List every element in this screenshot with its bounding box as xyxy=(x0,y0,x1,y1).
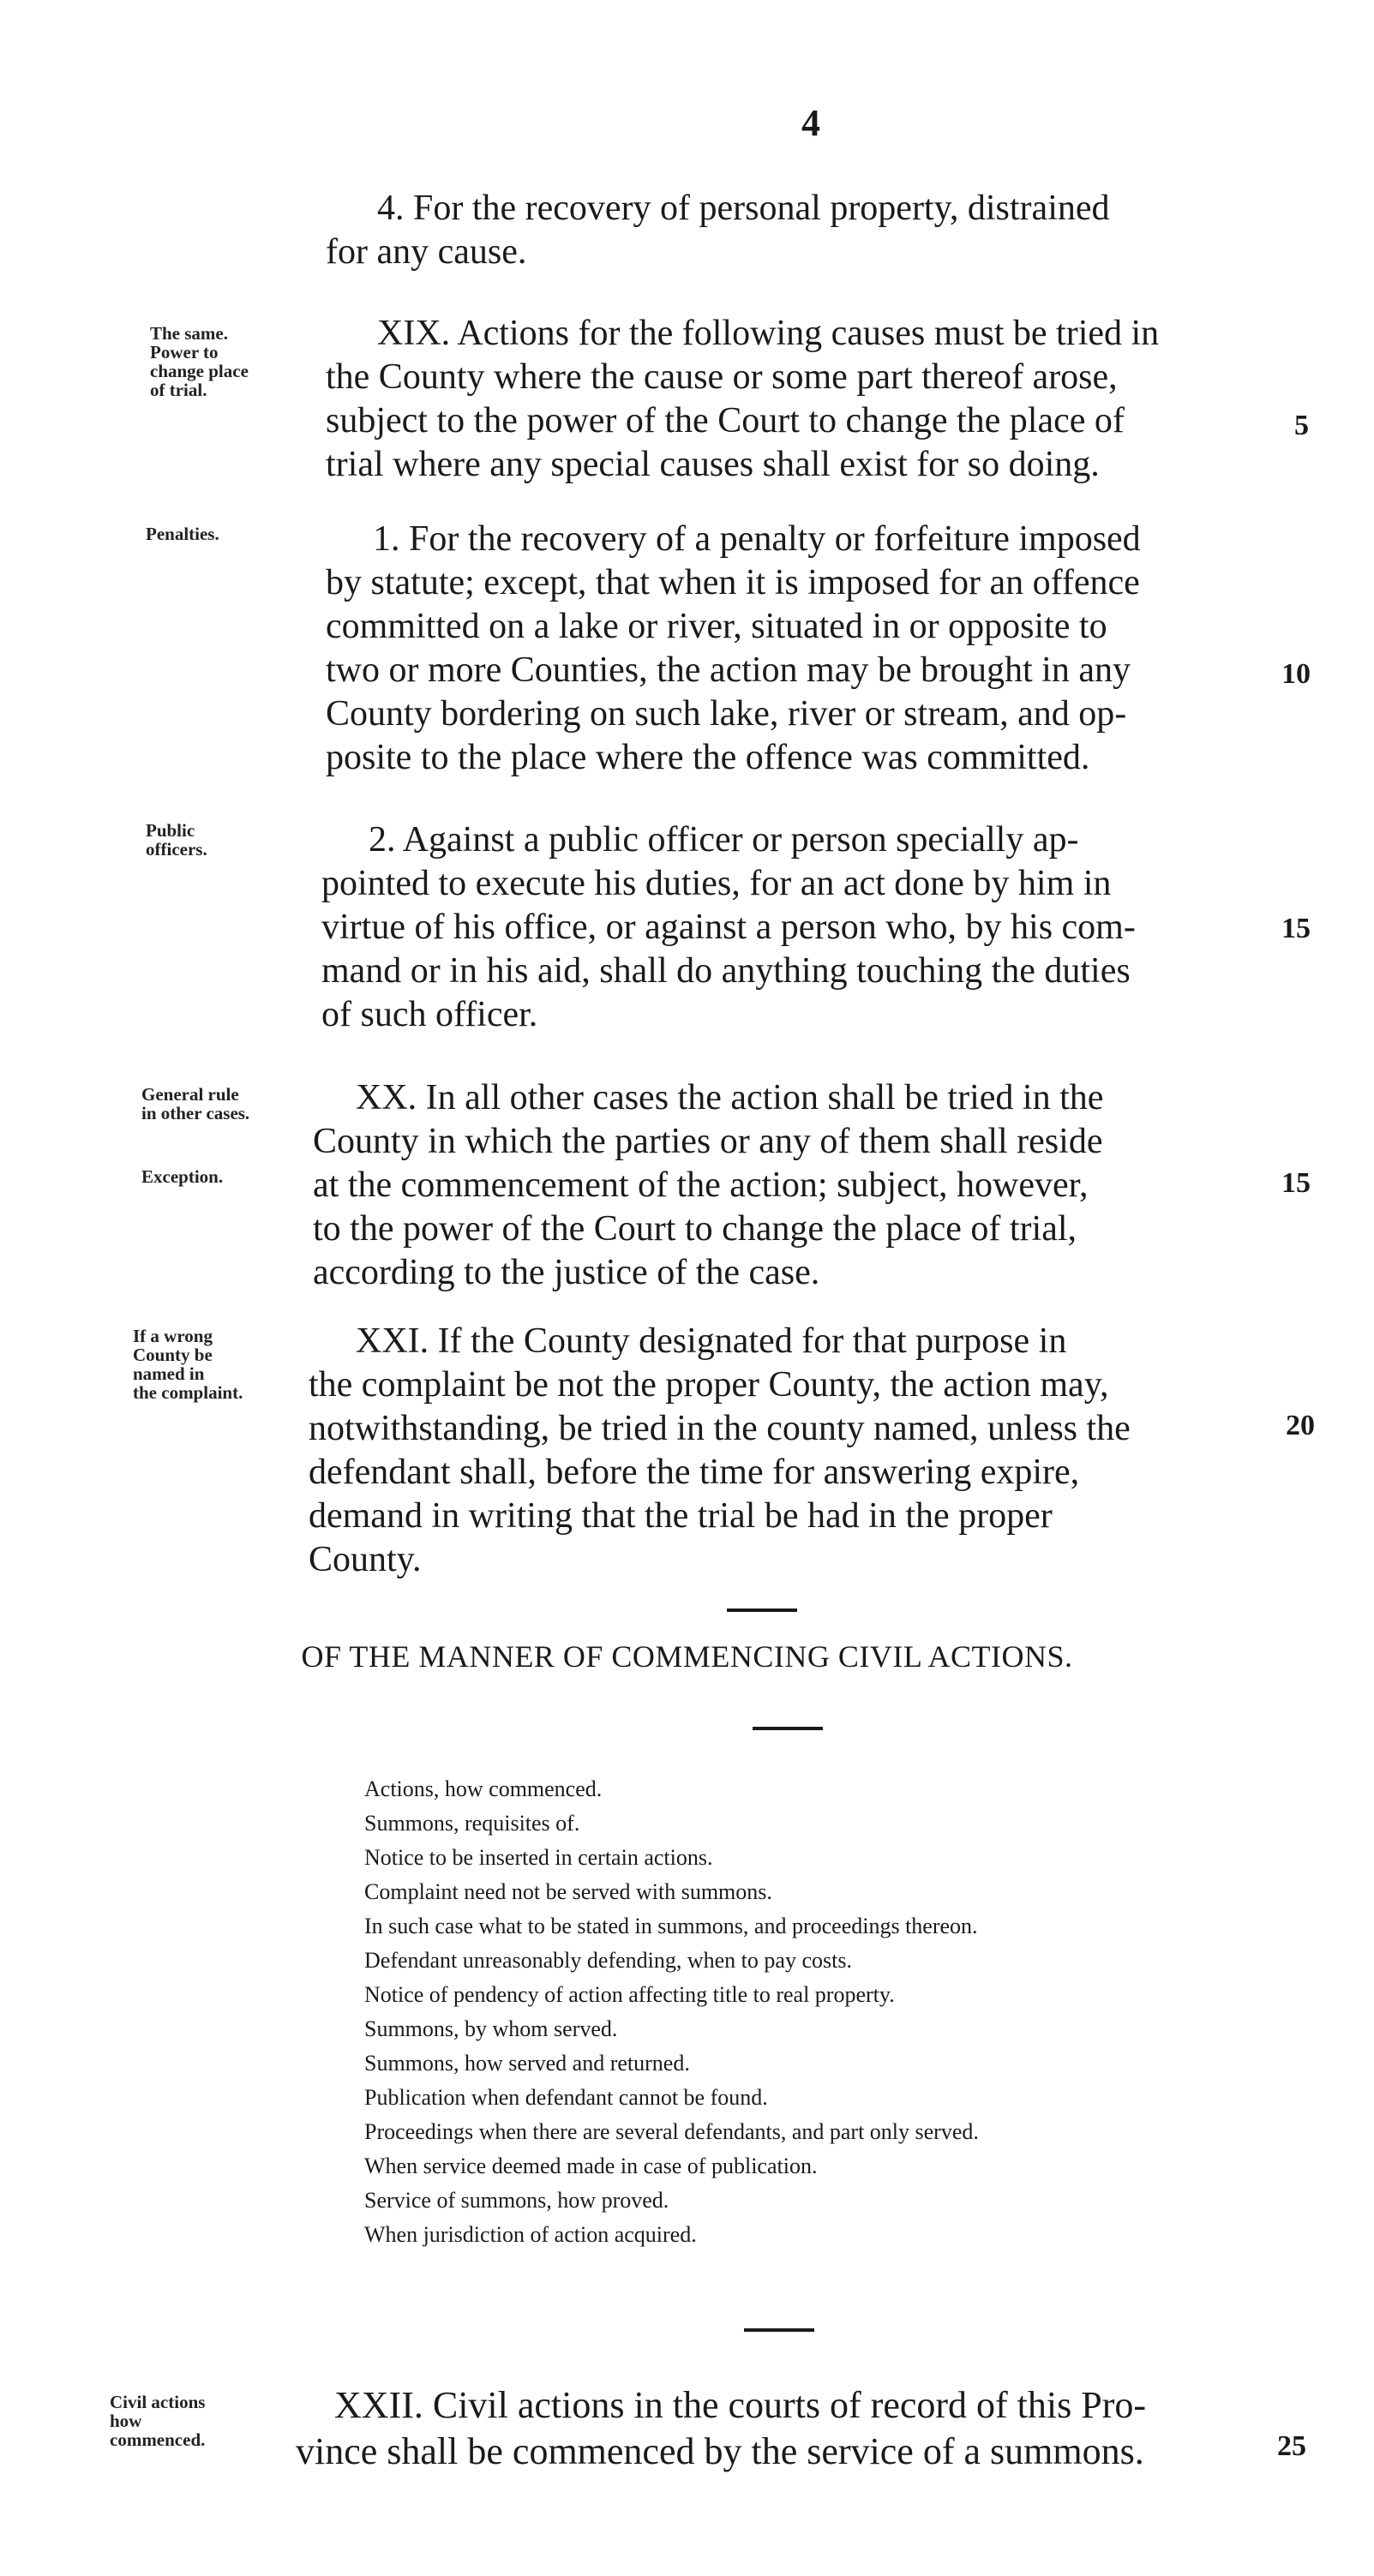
list-item: Summons, by whom served. xyxy=(364,2016,618,2041)
side-note-line: officers. xyxy=(146,839,207,860)
line-number: 5 xyxy=(1294,410,1309,441)
side-note-line: County be xyxy=(133,1345,213,1365)
side-note-line: Civil actions xyxy=(110,2392,206,2412)
side-note-line: Penalties. xyxy=(146,524,219,544)
side-note-line: General rule xyxy=(141,1084,239,1105)
list-item: Defendant unreasonably defending, when to pay costs. xyxy=(364,1948,852,1973)
list-item: Service of summons, how proved. xyxy=(364,2188,669,2213)
side-note-public-officers xyxy=(146,821,207,859)
side-note-line: Public xyxy=(146,820,195,841)
list-item: Summons, requisites of. xyxy=(364,1811,580,1836)
text-line: demand in writing that the trial be had in the proper xyxy=(309,1496,1053,1536)
divider-rule xyxy=(727,1609,797,1612)
side-note-line: of trial. xyxy=(150,380,207,400)
side-note-line: If a wrong xyxy=(133,1326,213,1346)
side-note-same-power xyxy=(150,324,249,399)
text-line: 2. Against a public officer or person specially ap- xyxy=(369,820,1079,860)
text-line: subject to the power of the Court to change the place of xyxy=(326,401,1125,440)
text-line: posite to the place where the offence was committed. xyxy=(326,738,1090,777)
text-line: 4. For the recovery of personal property, distrained xyxy=(377,189,1110,228)
paragraph-public-officers xyxy=(321,818,1286,1037)
list-item: Proceedings when there are several defendants, and part only served. xyxy=(364,2119,979,2144)
text-line: according to the justice of the case. xyxy=(313,1253,820,1292)
text-line: by statute; except, that when it is imposed for an offence xyxy=(326,563,1140,602)
divider-rule xyxy=(753,1727,823,1730)
side-note-general-rule xyxy=(141,1085,249,1123)
paragraph-recovery-property xyxy=(326,187,1329,274)
text-line: of such officer. xyxy=(321,995,538,1034)
line-number: 20 xyxy=(1286,1410,1315,1441)
list-item: Summons, how served and returned. xyxy=(364,2051,690,2076)
text-line: at the commencement of the action; subject, however, xyxy=(313,1165,1089,1205)
list-item: Actions, how commenced. xyxy=(364,1776,603,1801)
text-line: pointed to execute his duties, for an act done by him in xyxy=(321,864,1112,903)
text-line: XIX. Actions for the following causes must be tried in xyxy=(377,314,1160,353)
text-line: XXI. If the County designated for that purpose in xyxy=(356,1321,1067,1361)
text-line: virtue of his office, or against a person who, by his com- xyxy=(321,908,1136,947)
list-item: Notice of pendency of action affecting title to real property. xyxy=(364,1982,895,2007)
side-note-exception xyxy=(141,1167,223,1186)
text-line: County in which the parties or any of them shall reside xyxy=(313,1122,1103,1161)
paragraph-section-xxi xyxy=(309,1320,1286,1582)
paragraph-section-xxii xyxy=(296,2382,1290,2475)
side-note-line: The same. xyxy=(150,323,228,344)
list-item: Complaint need not be served with summons. xyxy=(364,1879,772,1904)
list-item: When jurisdiction of action acquired. xyxy=(364,2222,697,2247)
text-line: mand or in his aid, shall do anything touching the duties xyxy=(321,951,1131,991)
section-heading: OF THE MANNER OF COMMENCING CIVIL ACTIONS. xyxy=(301,1639,1073,1674)
paragraph-section-xx xyxy=(313,1076,1286,1295)
text-line: defendant shall, before the time for answering expire, xyxy=(309,1453,1080,1492)
side-note-wrong-county xyxy=(133,1327,243,1402)
side-note-line: Exception. xyxy=(141,1166,224,1187)
text-line: County. xyxy=(309,1540,422,1579)
side-note-penalties xyxy=(146,524,219,543)
line-number: 25 xyxy=(1277,2430,1306,2462)
page-number: 4 xyxy=(801,102,820,144)
side-note-line: named in xyxy=(133,1363,205,1384)
list-item: Publication when defendant cannot be found. xyxy=(364,2085,768,2110)
paragraph-section-xix xyxy=(326,312,1286,487)
paragraph-penalties xyxy=(326,518,1286,780)
side-note-line: Power to xyxy=(150,342,219,362)
line-number: 15 xyxy=(1281,913,1311,944)
text-line: XXII. Civil actions in the courts of record of this Pro- xyxy=(334,2384,1147,2426)
text-line: for any cause. xyxy=(326,232,527,272)
text-line: the County where the cause or some part thereof arose, xyxy=(326,357,1118,397)
text-line: 1. For the recovery of a penalty or forfeiture imposed xyxy=(373,519,1141,559)
list-item: When service deemed made in case of publication. xyxy=(364,2154,818,2178)
side-note-line: commenced. xyxy=(110,2429,206,2450)
side-note-line: change place xyxy=(150,361,249,381)
side-note-civil-actions xyxy=(110,2393,205,2449)
list-item: In such case what to be stated in summons, and proceedings thereon. xyxy=(364,1914,978,1938)
side-note-line: how xyxy=(110,2411,142,2431)
side-note-line: in other cases. xyxy=(141,1103,250,1123)
list-item: Notice to be inserted in certain actions. xyxy=(364,1845,713,1870)
text-line: committed on a lake or river, situated in or opposite to xyxy=(326,607,1107,646)
text-line: XX. In all other cases the action shall be tried in the xyxy=(356,1078,1104,1117)
text-line: vince shall be commenced by the service of a summons. xyxy=(296,2430,1144,2472)
side-note-line: the complaint. xyxy=(133,1382,243,1403)
text-line: the complaint be not the proper County, the action may, xyxy=(309,1365,1109,1405)
line-number: 10 xyxy=(1281,658,1311,690)
text-line: notwithstanding, be tried in the county named, unless the xyxy=(309,1409,1131,1448)
divider-rule xyxy=(744,2328,814,2332)
text-line: trial where any special causes shall exist for so doing. xyxy=(326,445,1100,484)
contents-list xyxy=(364,1772,979,2252)
text-line: to the power of the Court to change the place of trial, xyxy=(313,1209,1077,1249)
text-line: two or more Counties, the action may be brought in any xyxy=(326,650,1131,690)
line-number: 15 xyxy=(1281,1167,1311,1199)
text-line: County bordering on such lake, river or stream, and op- xyxy=(326,694,1127,734)
